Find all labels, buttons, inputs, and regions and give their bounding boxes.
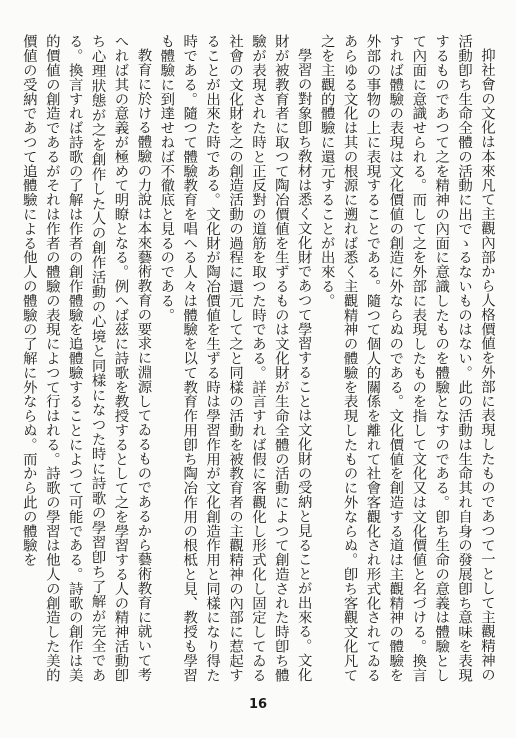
body-text [18,34,498,682]
page-number: 16 [248,697,268,712]
paragraph-2: 學習の對象卽ち敎材は悉く文化財であつて學習することは文化財の受納と見ることが出來る。文化財が被教育者に取つて陶冶價値を生ずるものは文化財が生命全體の活動によつて創造された時卽ち體驗が表現された時と正反對の道筋を取つた時である。詳言すれば假に客觀化し形式化し固定してゐる社會の文化財を之の創造活動の過程に還元して之と同樣の活動を被教育者の主觀精神の內部に惹起することが出來た時である。文化財が陶冶價値を生ずる時は學習作用が文化創造作用と同樣になり得た時である。隨つて體驗教育を唱へる人々は體驗を以て教育作用卽ち陶冶作用の根柢と見、教授も學習も體驗に到達せねば不徹底と見るのである。 [158,34,312,682]
paragraph-3: 教育に於ける體驗の力說は本來藝術教育の要求に淵源してゐるものであるから藝術教育に就いて考へれば其の意義が極めて明瞭となる。例へば茲に詩歌を教授するとして之を學習する人の精神活動卽ち心理狀態が之を創作した人の創作活動の心境と同樣になつた時に詩歌の學習卽ち了解が完全である。換言すれば詩歌の了解は作者の創作體驗を追體驗することによつて可能である。詩歌の創作は美的價値の創造であるがそれは作者の體驗の表現によつて行はれる。詩歌の學習は他人の創造した美的價値の受納であつて追體驗による他人の體驗の了解に外ならぬ。而から此の體驗を [20,34,152,682]
paragraph-1: 抑社會の文化は本來凡て主觀內部から人格價値を外部に表現したものであつて一として主觀精神の活動卽ち生命全體の活動に出でゝるないものはない。此の活動は生命其れ自身の發展卽ち意味を表現するものであつて之を精神の內面に意識したものを體驗となすのである。卽ち生命の意義は體驗として內面に意識せられる。而して之を外部に表現したものを指して文化又は文化價値と名づける。換言すれば體驗の表現は文化價値の創造に外ならぬのである。文化價値を創造する道は主觀精神の體驗を外部の事物の上に表現することである。隨つて個人的關係を離れて社會客觀化され形式化されてゐるあらゆる文化は其の根源に遡れば悉く主觀精神の體驗を表現したものに外ならぬ。卽ち客觀文化凡て之を主觀的體驗に還元することが出來る。 [318,34,495,682]
